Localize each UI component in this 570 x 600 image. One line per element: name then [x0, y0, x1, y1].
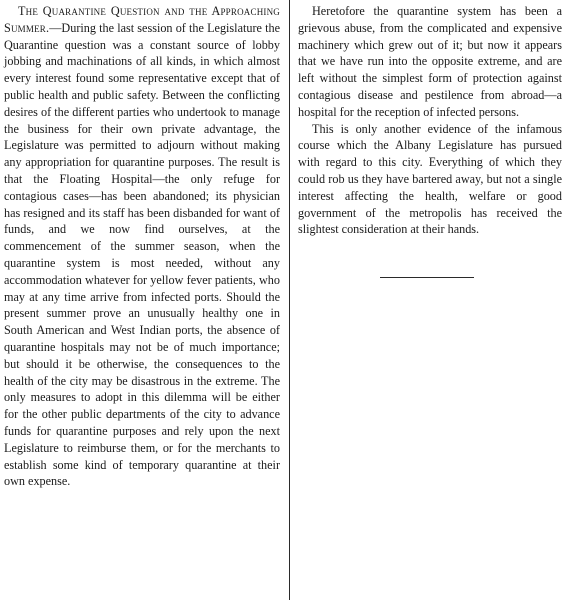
right-column	[298, 3, 562, 238]
article-end-rule	[380, 277, 474, 278]
left-column	[4, 3, 280, 490]
article-body-text: —During the last session of the Legislature the Quarantine question was a constant source of lobby jobbing and machinations of all kinds, in which almost every interest found some representative except that of public health and public safety. Between the conflicting desires of the different parties who undertook to manage the business for their own private advantage, the Legislature was permitted to adjourn without making any appropriation for quarantine purposes. The result is that the Floating Hospital—the only refuge for contagious cases—has been abandoned; its physician has resigned and its staff has been disbanded for want of funds, and we now find ourselves, at the commencement of the summer season, when the quarantine system is most needed, without any accommodation whatever for yellow fever patients, who may at any time arrive from infected ports. Should the present summer prove an unusually healthy one in South American and West Indian ports, the absence of quarantine hospitals may not be of much importance; but should it be otherwise, the consequences to the health of the city may be disastrous in the extreme. The only measures to adopt in this dilemma will be either for the other public departments of the city to advance funds for quarantine purposes and rely upon the next Legislature to reimburse them, or for the merchants to establish some kind of temporary quarantine at their own expense.	[4, 20, 280, 489]
article-paragraph-3: This is only another evidence of the infamous course which the Albany Legislature has pursued with regard to this city. Everything of which they could rob us they have bartered away, but not a single interest affecting the health, welfare or good government of the metropolis has received the slightest consideration at their hands.	[298, 121, 562, 237]
article-paragraph-1	[4, 3, 280, 490]
column-divider	[289, 0, 290, 600]
article-paragraph-2: Heretofore the quarantine system has been a grievous abuse, from the complicated and expensive machinery which grew out of it; but now it appears that we have run into the opposite extreme, and are left without the simplest form of protection against contagious disease and pestilence from abroad—a hospital for the reception of infected persons.	[298, 4, 562, 119]
article-headline: The Quarantine Question and the Approaching Summer.	[4, 4, 280, 35]
